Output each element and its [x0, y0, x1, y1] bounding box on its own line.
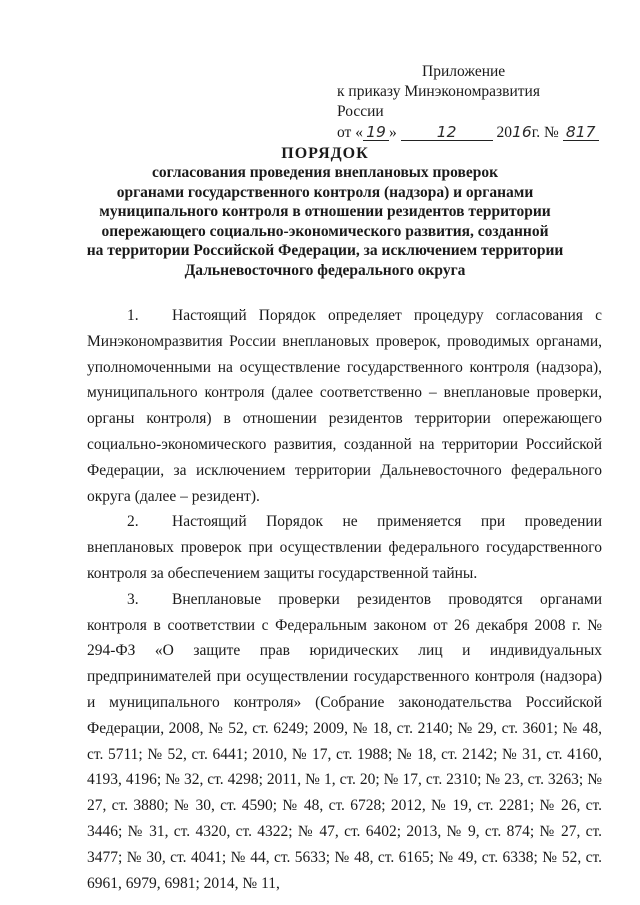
paragraph-number: 2.: [127, 513, 139, 531]
paragraph-number: 3.: [127, 590, 139, 608]
paragraph-text: Внеплановые проверки резидентов проводятся органами контроля в соответствии с Федеральным законом от 26 декабря 2008 г. № 294-ФЗ «О защите прав юридических лиц и индивидуальных предпринимателей при осуществлении государственного контроля (надзора) и муниципального контроля» (Собрание законодательства Российской Федерации, 2008, № 52, ст. 6249; 2009, № 18, ст. 2140; № 29, ст. 3601; № 48, ст. 5711; № 52, ст. 6441; 2010, № 17, ст. 1988; № 18, ст. 2142; № 31, ст. 4160, 4193, 4196; № 32, ст. 4298; 2011, № 1, ст. 20; № 17, ст. 2310; № 23, ст. 3263; № 27, ст. 3880; № 30, ст. 4590; № 48, ст. 6728; 2012, № 19, ст. 2281; № 26, ст. 3446; № 31, ст. 4320, ст. 4322; № 47, ст. 6402; 2013, № 9, ст. 874; № 27, ст. 3477; № 30, ст. 4041; № 44, ст. 5633; № 48, ст. 6165; № 49, ст. 6338; № 52, ст. 6961, 6979, 6981; 2014, № 11,: [87, 590, 602, 892]
subtitle-line: опережающего социально-экономического развития, созданной: [101, 222, 549, 240]
subtitle-line: Дальневосточного федерального округа: [184, 261, 466, 279]
paragraph-3: [87, 587, 602, 897]
handwritten-order-number: 817: [563, 124, 599, 141]
paragraph-2: [87, 509, 602, 586]
subtitle-line: органами государственного контроля (надзора) и органами: [116, 183, 534, 201]
appendix-label: Приложение: [422, 63, 506, 80]
subtitle-line: муниципального контроля в отношении резидентов территории: [99, 203, 551, 220]
document-subtitle: [60, 163, 590, 280]
handwritten-year: 16: [511, 123, 532, 141]
appendix-date-line: [327, 122, 596, 143]
date-prefix: от «: [337, 124, 363, 141]
subtitle-line: на территории Российской Федерации, за исключением территории: [86, 242, 564, 259]
subtitle-line: согласования проведения внеплановых проверок: [151, 164, 499, 181]
paragraph-1: [87, 303, 602, 509]
document-body: [87, 303, 602, 896]
appendix-header: [327, 62, 596, 143]
paragraph-text: Настоящий Порядок определяет процедуру согласования с Минэкономразвития России внеплановых проверок, проводимых органами, уполномоченными на осуществление государственного контроля (надзора), муниципального контроля (далее соответственно – внеплановые проверки, органы контроля) в отношении резидентов территории опережающего социально-экономического развития, созданной на территории Российской Федерации, за исключением территории Дальневосточного федерального округа (далее – резидент).: [87, 307, 602, 505]
year-prefix: 20: [496, 124, 512, 141]
date-day-suffix: »: [388, 124, 397, 141]
handwritten-month: 12: [401, 124, 493, 141]
number-prefix: г. №: [531, 124, 559, 141]
paragraph-text: Настоящий Порядок не применяется при проведении внеплановых проверок при осуществлении федерального государственного контроля за обеспечением защиты государственной тайны.: [87, 513, 602, 582]
document-title: ПОРЯДОК: [281, 145, 369, 162]
handwritten-day: 19: [363, 124, 389, 141]
appendix-order-ref: к приказу Минэкономразвития России: [337, 83, 540, 120]
paragraph-number: 1.: [127, 307, 139, 324]
